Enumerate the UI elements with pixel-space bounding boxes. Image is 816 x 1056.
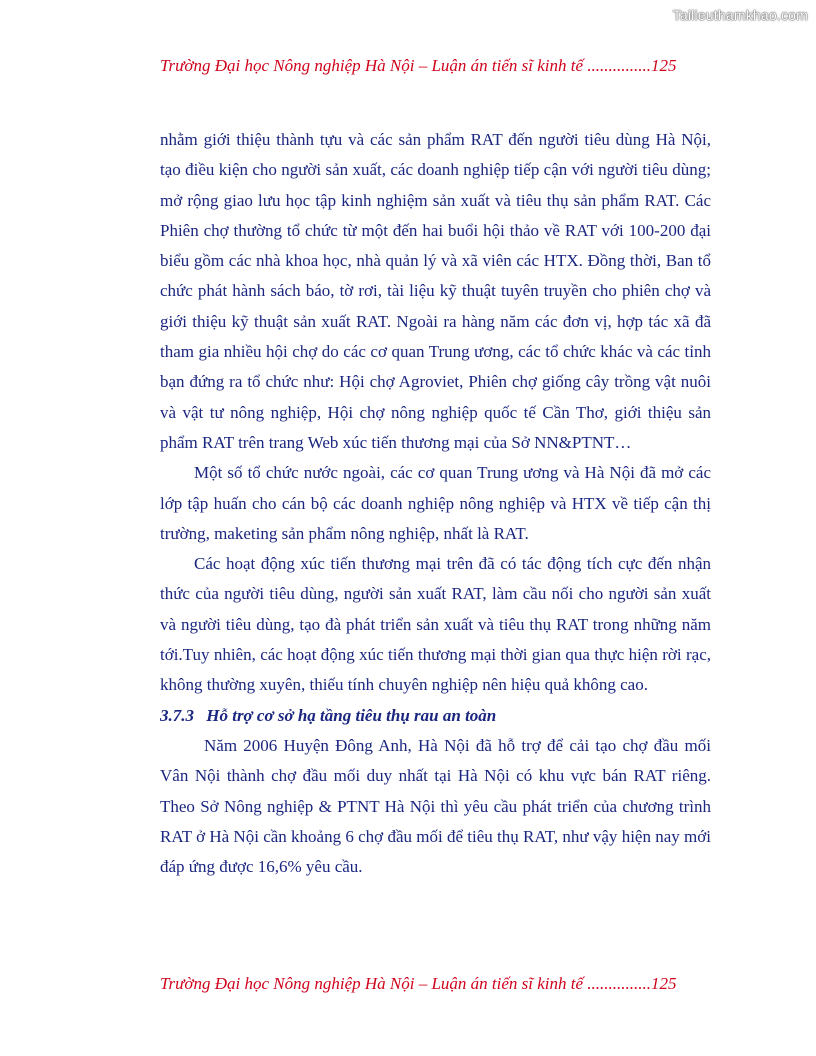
running-header: Trường Đại học Nông nghiệp Hà Nội – Luận án tiến sĩ kinh tế ...............125 (160, 56, 677, 75)
paragraph-infrastructure: Năm 2006 Huyện Đông Anh, Hà Nội đã hỗ trợ để cải tạo chợ đầu mối Vân Nội thành chợ đầu mối duy nhất tại Hà Nội có khu vực bán RAT riêng. Theo Sở Nông nghiệp & PTNT Hà Nội thì yêu cầu phát triển của chương trình RAT ở Hà Nội cần khoảng 6 chợ đầu mối để tiêu thụ RAT, như vậy hiện nay mới đáp ứng được 16,6% yêu cầu. (160, 735, 711, 877)
paragraph-continuation: nhằm giới thiệu thành tựu và các sản phẩm RAT đến người tiêu dùng Hà Nội, tạo điều kiện cho người sản xuất, các doanh nghiệp tiếp cận với người tiêu dùng; mở rộng giao lưu học tập kinh nghiệm sản xuất và tiêu thụ sản phẩm RAT. Các Phiên chợ thường tổ chức từ một đến hai buổi hội thảo về RAT với 100-200 đại biểu gồm các nhà khoa học, nhà quản lý và xã viên các HTX. Đồng thời, Ban tổ chức phát hành sách báo, tờ rơi, tài liệu kỹ thuật tuyên truyền cho phiên chợ và giới thiệu kỹ thuật sản xuất RAT. Ngoài ra hàng năm các đơn vị, hợp tác xã đã tham gia nhiều hội chợ do các cơ quan Trung ương, các tổ chức khác và các tỉnh bạn đứng ra tổ chức như: Hội chợ Agroviet, Phiên chợ giống cây trồng vật nuôi và vật tư nông nghiệp, Hội chợ nông nghiệp quốc tế Cần Thơ, giới thiệu sản phẩm RAT trên trang Web xúc tiến thương mại của Sở NN&PTNT… (160, 130, 711, 452)
paragraph-training: Một số tổ chức nước ngoài, các cơ quan Trung ương và Hà Nội đã mở các lớp tập huấn cho cán bộ các doanh nghiệp nông nghiệp và HTX về tiếp cận thị trường, maketing sản phẩm nông nghiệp, nhất là RAT. (160, 463, 711, 543)
section-title: Hỗ trợ cơ sở hạ tầng tiêu thụ rau an toàn (206, 705, 497, 725)
paragraph-trade-promotion: Các hoạt động xúc tiến thương mại trên đã có tác động tích cực đến nhận thức của người tiêu dùng, người sản xuất RAT, làm cầu nối cho người sản xuất và người tiêu dùng, tạo đà phát triển sản xuất và tiêu thụ RAT trong những năm tới.Tuy nhiên, các hoạt động xúc tiến thương mại thời gian qua thực hiện rời rạc, không thường xuyên, thiếu tính chuyên nghiệp nên hiệu quả không cao. (160, 554, 711, 695)
page-body (160, 125, 711, 882)
section-heading (160, 701, 711, 731)
running-footer: Trường Đại học Nông nghiệp Hà Nội – Luận án tiến sĩ kinh tế ...............125 (160, 974, 677, 993)
watermark: Tailieuthamkhao.com (672, 7, 808, 23)
section-number: 3.7.3 (160, 705, 194, 725)
